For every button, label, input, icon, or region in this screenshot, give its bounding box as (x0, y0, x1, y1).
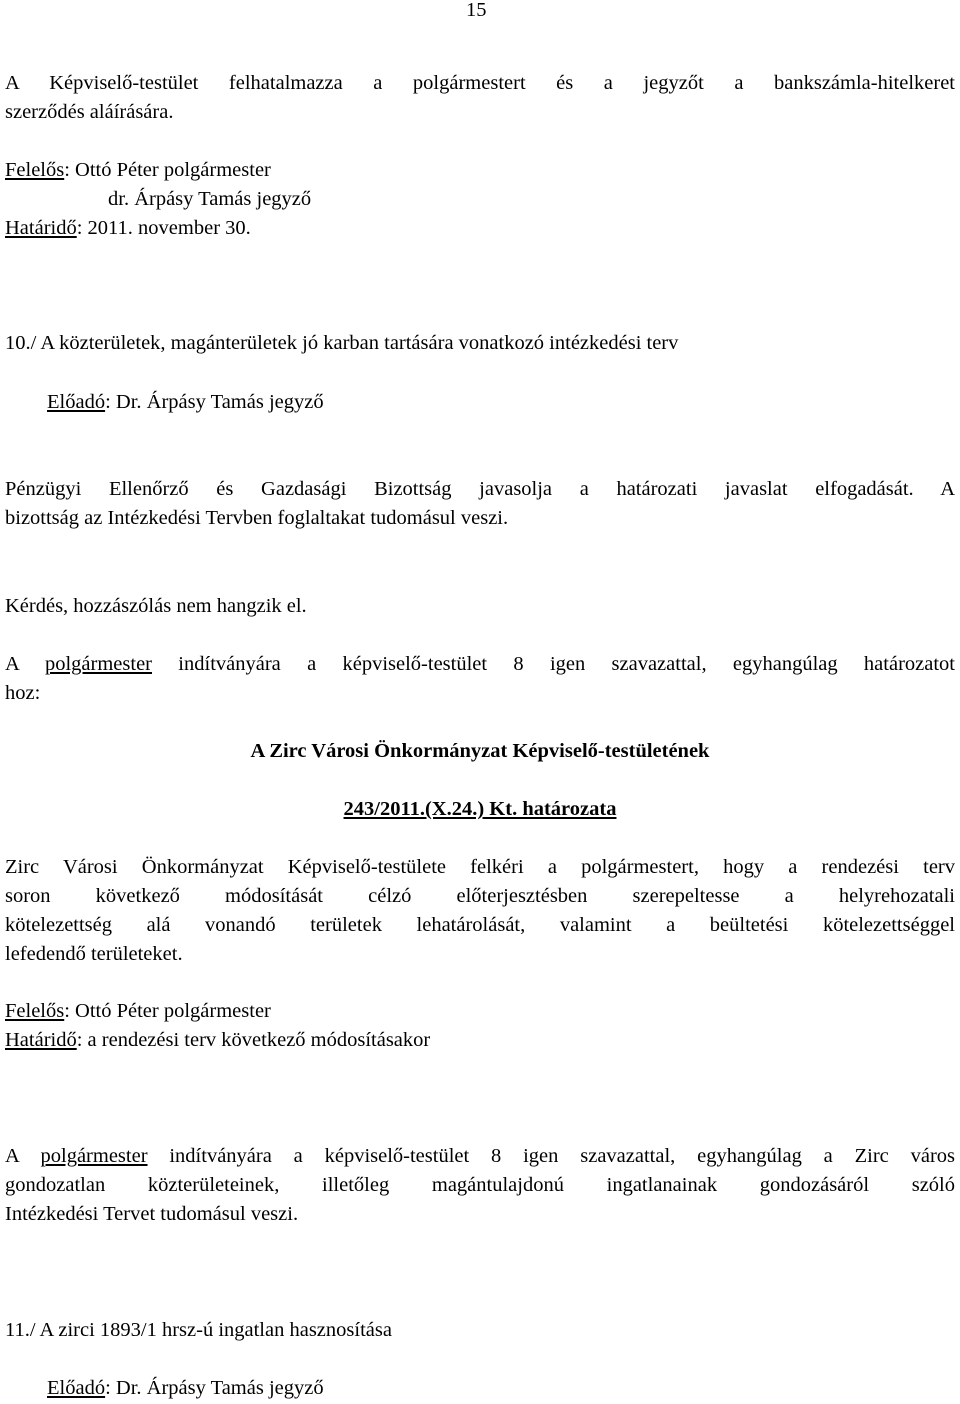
responsible-second-line: dr. Árpásy Tamás jegyző (108, 188, 312, 210)
vote2-mayor: polgármester (40, 1145, 148, 1167)
presenter-value: : Dr. Árpásy Tamás jegyző (105, 391, 324, 413)
vote2-line-1 (5, 1144, 955, 1168)
deadline-value: : 2011. november 30. (76, 217, 251, 239)
page-number: 15 (466, 0, 487, 21)
vote-line-2: hoz: (5, 682, 41, 704)
resolution-text-line-1: Zirc Városi Önkormányzat Képviselő-testülete felkéri a polgármestert, hogy a rendezési terv (5, 856, 955, 878)
vote2-line-3: Intézkedési Tervet tudomásul veszi. (5, 1203, 299, 1225)
resolution-text-line-4: lefedendő területeket. (5, 943, 183, 965)
responsible-label: Felelős (5, 159, 65, 181)
deadline-label: Határidő (5, 217, 77, 239)
authorization-line-2: szerződés aláírására. (5, 101, 174, 123)
item10-responsible-label: Felelős (5, 1000, 65, 1022)
resolution-number-text: 243/2011.(X.24.) Kt. határozata (343, 798, 617, 820)
vote-rest: indítványára a képviselő-testület 8 igen szavazattal, egyhangúlag határozatot (152, 653, 955, 675)
resolution-number (0, 797, 960, 821)
vote2-rest: indítványára a képviselő-testület 8 igen szavazattal, egyhangúlag a Zirc város (147, 1145, 955, 1167)
vote-mayor: polgármester (44, 653, 152, 675)
item10-deadline-line (5, 1028, 430, 1052)
vote-prefix: A (5, 653, 45, 675)
committee-line-1: Pénzügyi Ellenőrző és Gazdasági Bizottság javasolja a határozati javaslat elfogadását. A (5, 478, 955, 500)
item10-deadline-label: Határidő (5, 1029, 77, 1051)
presenter-label: Előadó (47, 391, 106, 413)
vote2-prefix: A (5, 1145, 41, 1167)
item11-presenter-value: : Dr. Árpásy Tamás jegyző (105, 1377, 324, 1399)
item11-heading: 11./ A zirci 1893/1 hrsz-ú ingatlan hasznosítása (5, 1319, 392, 1341)
resolution-text-line-3: kötelezettség alá vonandó területek lehatárolását, valamint a beültetési kötelezettséggel (5, 914, 955, 936)
responsible-line (5, 158, 271, 182)
resolution-text-line-2: soron következő módosítását célzó előterjesztésben szerepeltesse a helyrehozatali (5, 885, 955, 907)
resolution-body: A Zirc Városi Önkormányzat Képviselő-testületének (250, 740, 710, 762)
vote-line-1 (5, 652, 955, 676)
responsible-value: : Ottó Péter polgármester (64, 159, 271, 181)
item11-presenter-label: Előadó (47, 1377, 106, 1399)
item11-presenter-line (47, 1376, 324, 1400)
item10-deadline-value: : a rendezési terv következő módosításakor (76, 1029, 431, 1051)
item10-presenter-line (47, 390, 324, 414)
no-questions: Kérdés, hozzászólás nem hangzik el. (5, 595, 307, 617)
item10-responsible-value: : Ottó Péter polgármester (64, 1000, 271, 1022)
item10-responsible-line (5, 999, 271, 1023)
deadline-line (5, 216, 251, 240)
committee-line-2: bizottság az Intézkedési Tervben foglaltakat tudomásul veszi. (5, 507, 509, 529)
item10-heading: 10./ A közterületek, magánterületek jó karban tartására vonatkozó intézkedési terv (5, 332, 679, 354)
authorization-line-1: A Képviselő-testület felhatalmazza a polgármestert és a jegyzőt a bankszámla-hitelkeret (5, 72, 955, 94)
vote2-line-2: gondozatlan közterületeinek, illetőleg magántulajdonú ingatlanainak gondozásáról szóló (5, 1174, 955, 1196)
